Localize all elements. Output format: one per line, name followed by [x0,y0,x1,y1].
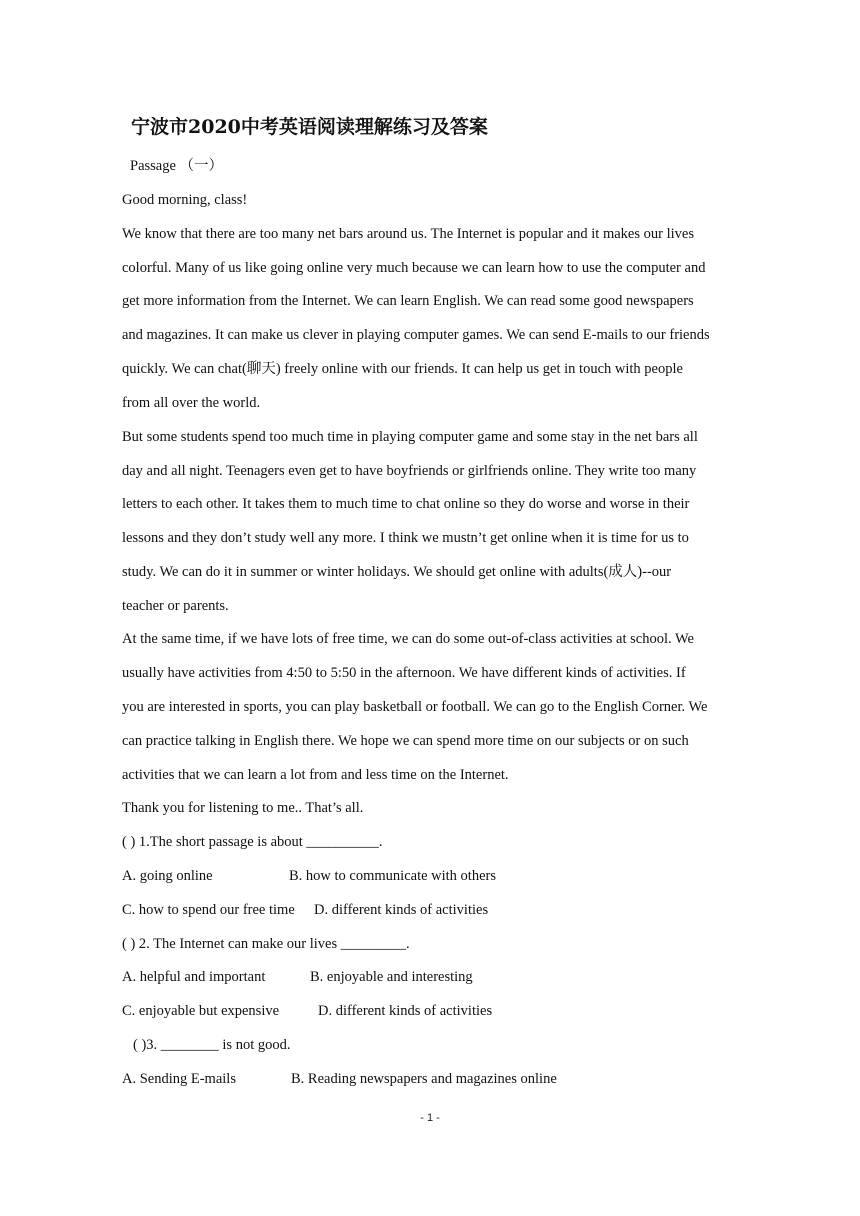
paragraph-line: colorful. Many of us like going online very much because we can learn how to use the computer and [122,260,706,276]
question-3-option-b: B. Reading newspapers and magazines online [291,1071,557,1087]
paragraph-line: get more information from the Internet. We can learn English. We can read some good newspapers [122,293,694,309]
paragraph-line: you are interested in sports, you can play basketball or football. We can go to the English Corner. We [122,699,708,715]
paragraph-line: We know that there are too many net bars around us. The Internet is popular and it makes our lives [122,226,694,242]
paragraph-line: can practice talking in English there. We hope we can spend more time on our subjects or on such [122,733,689,749]
question-3-stem: ( )3. ________ is not good. [133,1037,291,1053]
paragraph-line: teacher or parents. [122,598,229,614]
question-1-option-b: B. how to communicate with others [289,868,496,884]
passage-label: Passage （一） [130,158,224,174]
question-1-stem: ( ) 1.The short passage is about __________. [122,834,383,850]
paragraph-line: letters to each other. It takes them to much time to chat online so they do worse and worse in their [122,496,690,512]
paragraph-line: from all over the world. [122,395,261,411]
question-1-option-c: C. how to spend our free time [122,902,295,918]
paragraph-line: quickly. We can chat(聊天) freely online with our friends. It can help us get in touch with people [122,361,683,377]
question-1-option-d: D. different kinds of activities [314,902,489,918]
paragraph-line: But some students spend too much time in playing computer game and some stay in the net bars all [122,429,698,445]
paragraph-line: activities that we can learn a lot from and less time on the Internet. [122,767,509,783]
page-title: 宁波市2020中考英语阅读理解练习及答案 [131,116,488,138]
paragraph-line: Good morning, class! [122,192,248,208]
paragraph-line: At the same time, if we have lots of free time, we can do some out-of-class activities at school. We [122,631,694,647]
question-2-option-b: B. enjoyable and interesting [310,969,473,985]
question-2-option-d: D. different kinds of activities [318,1003,493,1019]
question-2-option-a: A. helpful and important [122,969,266,985]
paragraph-line: usually have activities from 4:50 to 5:50 in the afternoon. We have different kinds of activities. If [122,665,686,681]
question-2-stem: ( ) 2. The Internet can make our lives _________. [122,936,410,952]
paragraph-line: day and all night. Teenagers even get to have boyfriends or girlfriends online. They write too many [122,463,697,479]
paragraph-line: Thank you for listening to me.. That’s all. [122,800,364,816]
page-number: - 1 - [420,1112,440,1124]
paragraph-line: lessons and they don’t study well any more. I think we mustn’t get online when it is time for us to [122,530,689,546]
paragraph-line: and magazines. It can make us clever in playing computer games. We can send E-mails to our friends [122,327,710,343]
paragraph-line: study. We can do it in summer or winter holidays. We should get online with adults(成人)--our [122,564,672,580]
question-3-option-a: A. Sending E-mails [122,1071,236,1087]
question-1-option-a: A. going online [122,868,213,884]
question-2-option-c: C. enjoyable but expensive [122,1003,280,1019]
